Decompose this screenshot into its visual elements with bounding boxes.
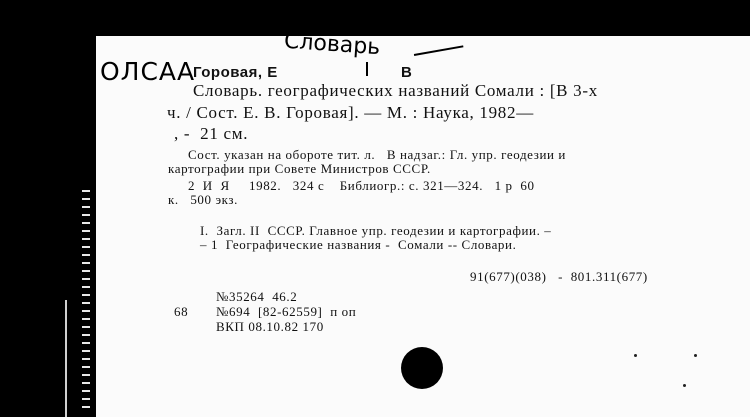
speck xyxy=(683,384,686,387)
subject-line-1: I. Загл. II СССР. Главное упр. геодезии и картографии. – xyxy=(200,223,552,238)
registry-line-3: ВКП 08.10.82 170 xyxy=(216,319,324,334)
heading-letter: В xyxy=(401,64,412,81)
border-line xyxy=(65,300,67,417)
note-line-2: картографии при Совете Министров СССР. xyxy=(168,161,431,176)
registry-prefix: 68 xyxy=(174,304,189,319)
entry-line-1: Словарь. географических названий Сомали : [В 3-х xyxy=(193,81,598,100)
handwritten-code: ОЛСАА xyxy=(100,57,196,86)
handwritten-mark xyxy=(366,62,368,76)
catalog-card xyxy=(96,28,750,417)
registry-line-2: №694 [82-62559] п оп xyxy=(216,304,357,319)
note-line-4: к. 500 экз. xyxy=(168,192,238,207)
classification-code: 91(677)(038) - 801.311(677) xyxy=(470,269,648,284)
registry-line-1: №35264 46.2 xyxy=(216,289,298,304)
note-line-1: Сост. указан на обороте тит. л. В надзаг.: Гл. упр. геодезии и xyxy=(188,147,566,162)
note-line-3: 2 И Я 1982. 324 с Библиогр.: с. 321—324. 1 р 60 xyxy=(188,178,535,193)
punch-hole xyxy=(401,347,443,389)
handwritten-stroke xyxy=(414,45,464,55)
entry-line-3: , - 21 см. xyxy=(174,124,249,143)
speck xyxy=(694,354,697,357)
border-ticks xyxy=(82,190,90,417)
subject-line-2: – 1 Географические названия - Сомали -- Словари. xyxy=(200,237,517,252)
entry-line-2: ч. / Сост. Е. В. Горовая]. — М. : Наука, 1982— xyxy=(167,103,534,122)
author-heading: Горовая, Е xyxy=(193,64,278,81)
speck xyxy=(634,354,637,357)
scanner-left-border xyxy=(0,0,96,417)
handwritten-title: Словарь xyxy=(283,28,382,61)
